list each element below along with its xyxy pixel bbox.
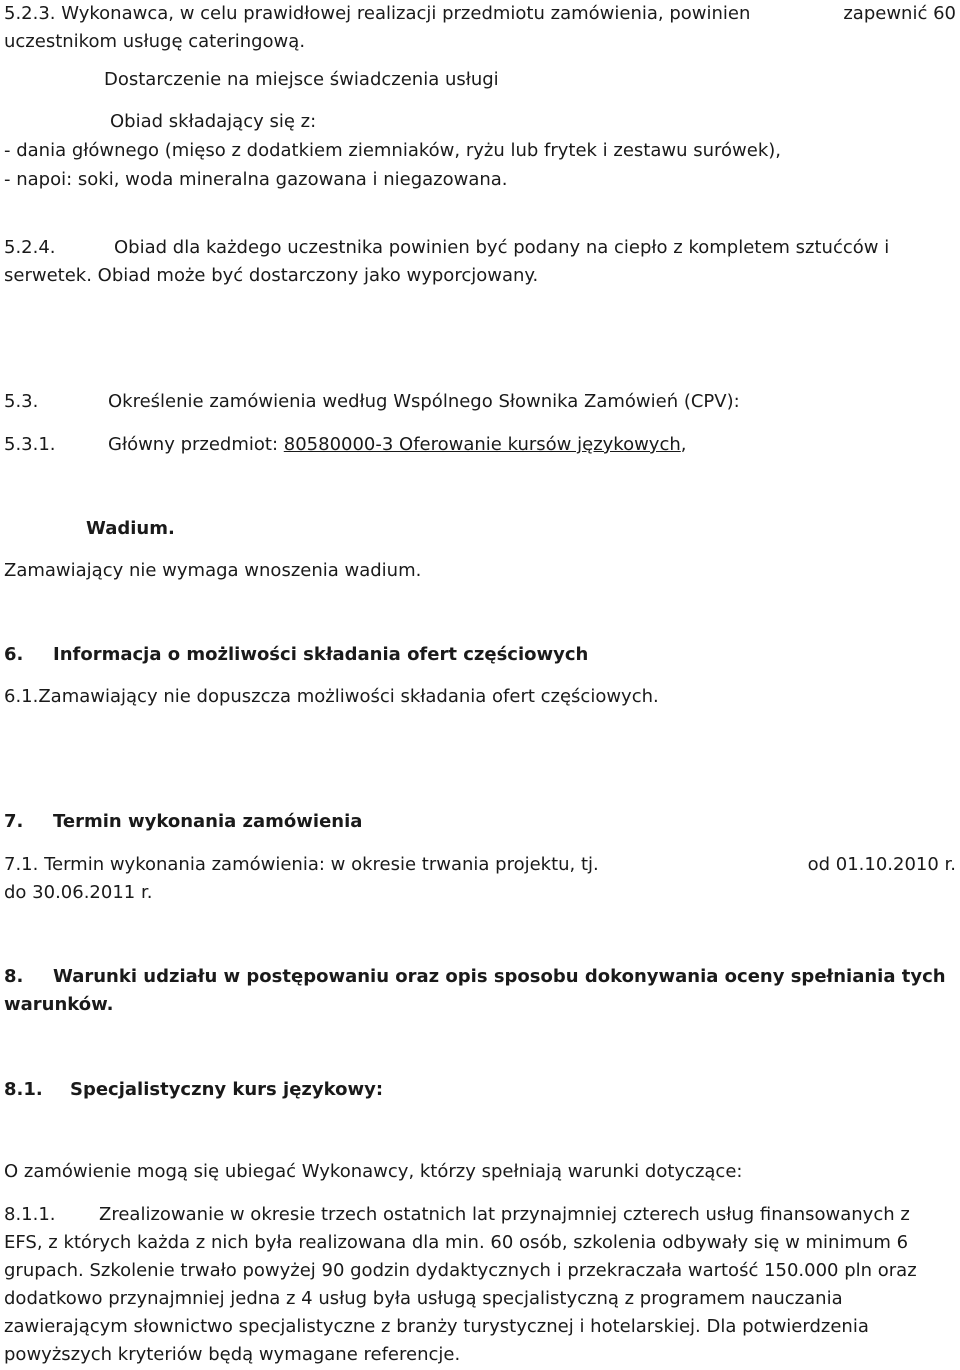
heading-text: Warunki udziału w postępowaniu oraz opis sposobu dokonywania oceny spełniania tych bbox=[53, 966, 946, 987]
section-7-heading bbox=[4, 808, 362, 836]
text: Zrealizowanie w okresie trzech ostatnich lat przynajmniej czterech usług finansowanych z bbox=[99, 1204, 910, 1225]
section-number: 8. bbox=[4, 966, 24, 987]
text: 7.1. Termin wykonania zamówienia: w okresie trwania projektu, tj. bbox=[4, 854, 599, 875]
section-8-heading-line2: warunków. bbox=[4, 994, 114, 1015]
heading-text: Informacja o możliwości składania ofert częściowych bbox=[53, 644, 589, 665]
section-8-1-1-line3: grupach. Szkolenie trwało powyżej 90 godzin dydaktycznych i przekraczała wartość 150.000 pln oraz bbox=[4, 1260, 917, 1281]
section-5-2-3-line2: uczestnikom usługę cateringową. bbox=[4, 31, 306, 52]
lunch-item-drinks: - napoi: soki, woda mineralna gazowana i niegazowana. bbox=[4, 169, 508, 190]
section-5-3 bbox=[4, 388, 740, 416]
section-8-1-1-line4: dodatkowo przynajmniej jedna z 4 usług była usługą specjalistyczną z programem nauczania bbox=[4, 1288, 843, 1309]
delivery-heading: Dostarczenie na miejsce świadczenia usługi bbox=[104, 69, 499, 90]
lunch-heading: Obiad składający się z: bbox=[110, 111, 317, 132]
section-number: 5.3. bbox=[4, 391, 39, 412]
text-end: zapewnić 60 bbox=[843, 3, 956, 24]
section-8-1-1-line6: powyższych kryteriów będą wymagane referencje. bbox=[4, 1344, 461, 1365]
wadium-text: Zamawiający nie wymaga wnoszenia wadium. bbox=[4, 560, 422, 581]
section-6-heading bbox=[4, 641, 588, 669]
label: Główny przedmiot: bbox=[108, 434, 279, 455]
lunch-item-main: - dania głównego (mięso z dodatkiem ziemniaków, ryżu lub frytek i zestawu surówek), bbox=[4, 140, 782, 161]
cpv-code-link[interactable]: 80580000-3 Oferowanie kursów językowych bbox=[283, 434, 681, 455]
text: , bbox=[680, 434, 687, 455]
text: 5.2.3. Wykonawca, w celu prawidłowej realizacji przedmiotu zamówienia, powinien bbox=[4, 3, 751, 24]
section-7-1-line2: do 30.06.2011 r. bbox=[4, 882, 153, 903]
section-number: 8.1.1. bbox=[4, 1204, 56, 1225]
section-7-1-line1 bbox=[4, 851, 956, 879]
text: Obiad dla każdego uczestnika powinien być podany na ciepło z kompletem sztućców i bbox=[114, 237, 890, 258]
section-5-2-4-line2: serwetek. Obiad może być dostarczony jako wyporcjowany. bbox=[4, 265, 539, 286]
section-number: 6. bbox=[4, 644, 24, 665]
section-number: 5.3.1. bbox=[4, 434, 56, 455]
section-5-2-4-line1 bbox=[4, 234, 889, 262]
text-end: od 01.10.2010 r. bbox=[807, 854, 956, 875]
text: Określenie zamówienia według Wspólnego Słownika Zamówień (CPV): bbox=[108, 391, 740, 412]
section-8-1-1-line1 bbox=[4, 1201, 910, 1229]
section-number: 5.2.4. bbox=[4, 237, 56, 258]
section-6-1: 6.1.Zamawiający nie dopuszcza możliwości składania ofert częściowych. bbox=[4, 686, 659, 707]
heading-text: Specjalistyczny kurs językowy: bbox=[70, 1079, 384, 1100]
section-8-1-heading bbox=[4, 1076, 383, 1104]
section-8-1-1-line2: EFS, z których każda z nich była realizowana dla min. 60 osób, szkolenia odbywały się w minimum 6 bbox=[4, 1232, 909, 1253]
section-5-3-1 bbox=[4, 431, 687, 459]
section-number: 7. bbox=[4, 811, 24, 832]
section-number: 8.1. bbox=[4, 1079, 43, 1100]
heading-text: Termin wykonania zamówienia bbox=[53, 811, 363, 832]
section-8-1-1-line5: zawierającym słownictwo specjalistyczne z branży turystycznej i hotelarskiej. Dla potwierdzenia bbox=[4, 1316, 869, 1337]
section-5-2-3-line1 bbox=[4, 0, 956, 28]
section-8-1-intro: O zamówienie mogą się ubiegać Wykonawcy, którzy spełniają warunki dotyczące: bbox=[4, 1161, 743, 1182]
wadium-heading: Wadium. bbox=[86, 518, 175, 539]
section-8-heading-line1 bbox=[4, 963, 946, 991]
